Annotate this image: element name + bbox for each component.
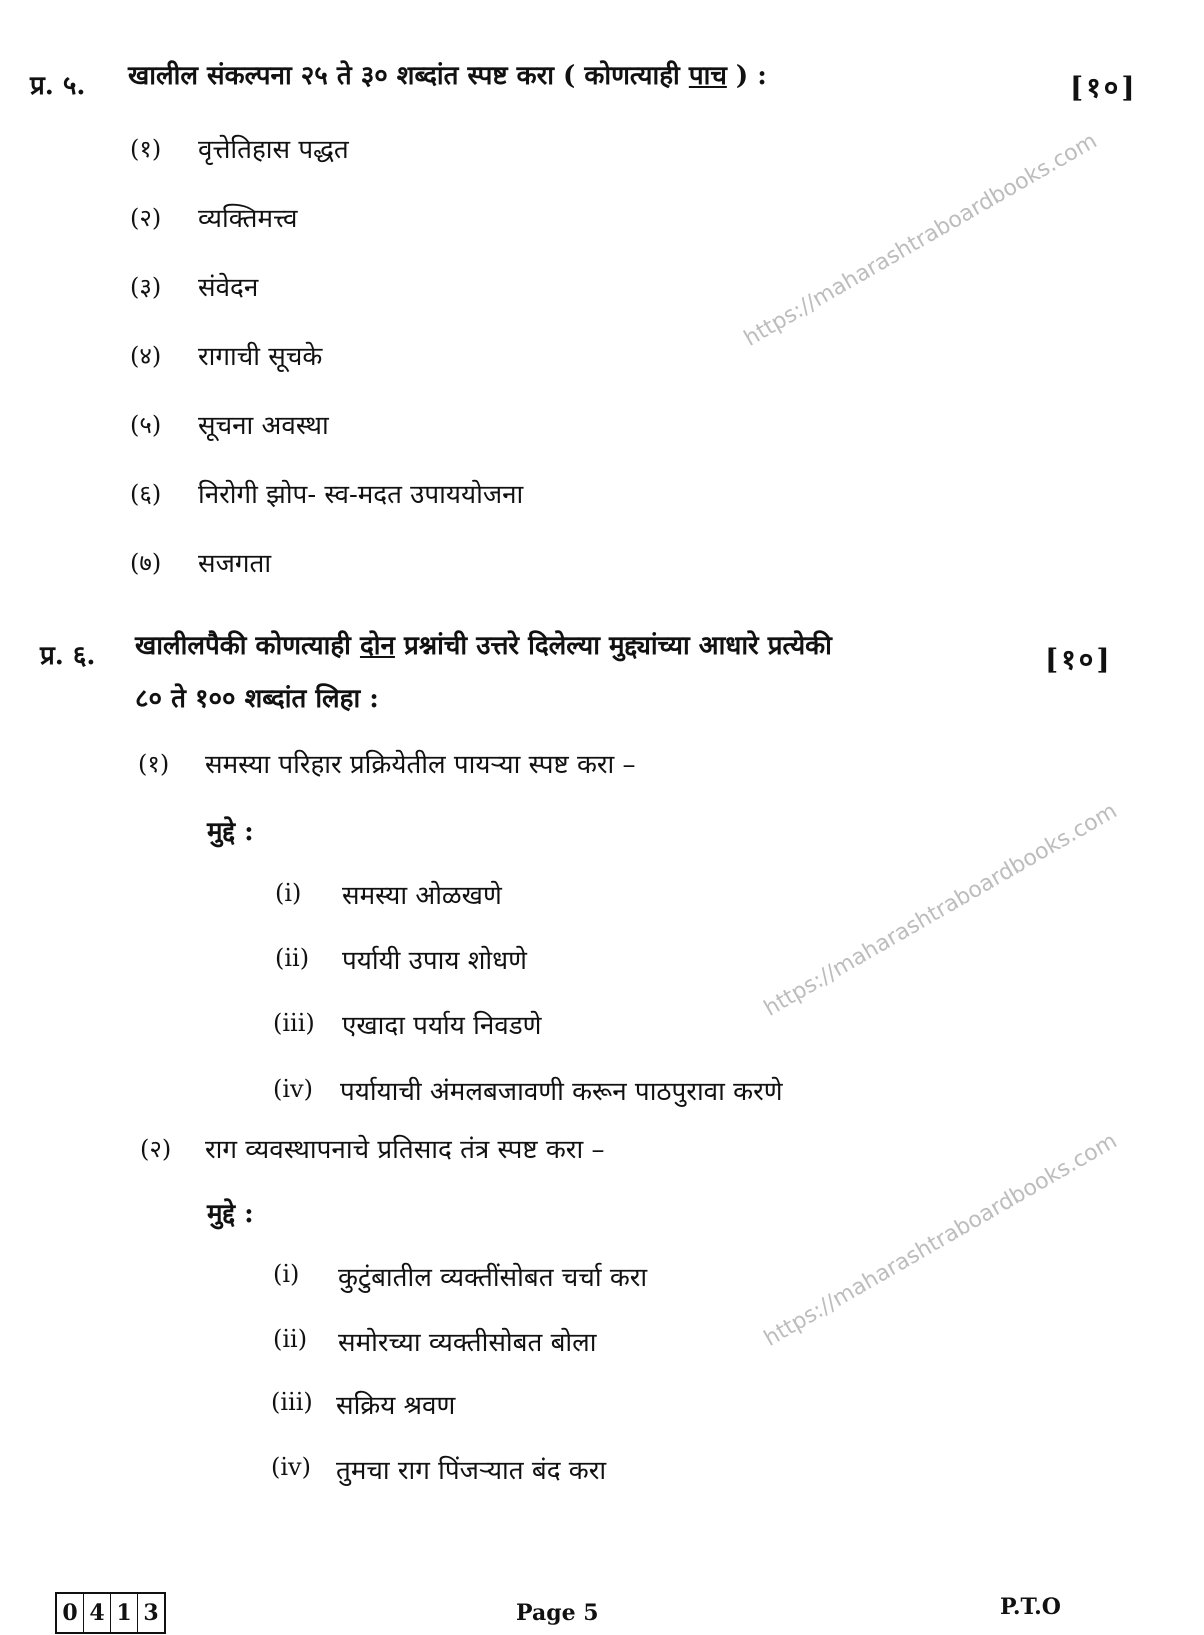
item-label: (३) (130, 273, 162, 301)
item-label: (४) (130, 342, 162, 370)
watermark: https://maharashtraboardbooks.com (760, 798, 1122, 1022)
code-digit: 4 (84, 1594, 111, 1632)
item-label: (२) (130, 204, 162, 232)
instruction-text: खालील संकल्पना २५ ते ३० शब्दांत स्पष्ट करा ( कोणत्याही (128, 61, 689, 91)
point-text: पर्यायी उपाय शोधणे (342, 946, 527, 976)
points-label: मुद्दे : (207, 817, 254, 847)
question-number: प्र. ५. (30, 71, 86, 101)
item-text: वृत्तेतिहास पद्धत (198, 135, 349, 165)
point-label: (i) (275, 879, 302, 907)
item-label: (६) (130, 480, 162, 508)
page-number: Page 5 (516, 1600, 599, 1626)
item-text: सूचना अवस्था (198, 411, 329, 441)
instruction-end: ) : (726, 61, 767, 91)
points-label: मुद्दे : (207, 1199, 254, 1229)
point-text: पर्यायाची अंमलबजावणी करून पाठपुरावा करणे (340, 1077, 783, 1107)
point-text: तुमचा राग पिंजऱ्यात बंद करा (336, 1456, 607, 1486)
instruction-text: प्रश्नांची उत्तरे दिलेल्या मुद्द्यांच्या आधारे प्रत्येकी (394, 631, 832, 661)
code-digit: 0 (57, 1594, 84, 1632)
instruction-text: खालीलपैकी कोणत्याही (135, 631, 360, 661)
item-text: रागाची सूचके (198, 342, 323, 372)
item-text: निरोगी झोप- स्व-मदत उपाययोजना (198, 480, 524, 510)
underlined-word: पाच (688, 61, 727, 91)
sub-question-text: समस्या परिहार प्रक्रियेतील पायऱ्या स्पष्ट करा – (205, 750, 636, 780)
question-instruction (135, 620, 1025, 726)
item-text: व्यक्तिमत्त्व (198, 204, 298, 234)
sub-question-label: (१) (138, 750, 170, 778)
watermark: https://maharashtraboardbooks.com (760, 1128, 1122, 1352)
item-text: संवेदन (198, 273, 259, 303)
paper-code-box (55, 1592, 166, 1634)
item-label: (५) (130, 411, 162, 439)
point-text: सक्रिय श्रवण (336, 1391, 456, 1421)
watermark: https://maharashtraboardbooks.com (740, 128, 1102, 352)
underlined-word: दोन (359, 631, 395, 661)
point-label: (ii) (275, 944, 310, 972)
question-number: प्र. ६. (40, 641, 96, 671)
point-label: (iv) (273, 1075, 313, 1103)
instruction-line-2: ८० ते १०० शब्दांत लिहा : (135, 684, 379, 714)
item-label: (१) (130, 135, 162, 163)
question-instruction (128, 50, 1048, 103)
item-text: सजगता (198, 549, 272, 579)
item-label: (७) (130, 549, 162, 577)
point-label: (iv) (271, 1453, 311, 1481)
sub-question-label: (२) (140, 1135, 172, 1163)
pto-label: P.T.O (1000, 1594, 1061, 1620)
marks: [१०] (1070, 71, 1138, 104)
point-label: (ii) (273, 1325, 308, 1353)
sub-question-text: राग व्यवस्थापनाचे प्रतिसाद तंत्र स्पष्ट करा – (205, 1135, 605, 1165)
code-digit: 1 (111, 1594, 138, 1632)
code-digit: 3 (143, 1600, 159, 1626)
point-text: समोरच्या व्यक्तीसोबत बोला (338, 1328, 597, 1358)
point-label: (i) (273, 1260, 300, 1288)
point-text: कुटुंबातील व्यक्तींसोबत चर्चा करा (338, 1263, 648, 1293)
point-label: (iii) (271, 1388, 313, 1416)
point-text: समस्या ओळखणे (342, 881, 502, 911)
point-text: एखादा पर्याय निवडणे (342, 1011, 542, 1041)
marks: [१०] (1045, 643, 1113, 676)
point-label: (iii) (273, 1009, 315, 1037)
